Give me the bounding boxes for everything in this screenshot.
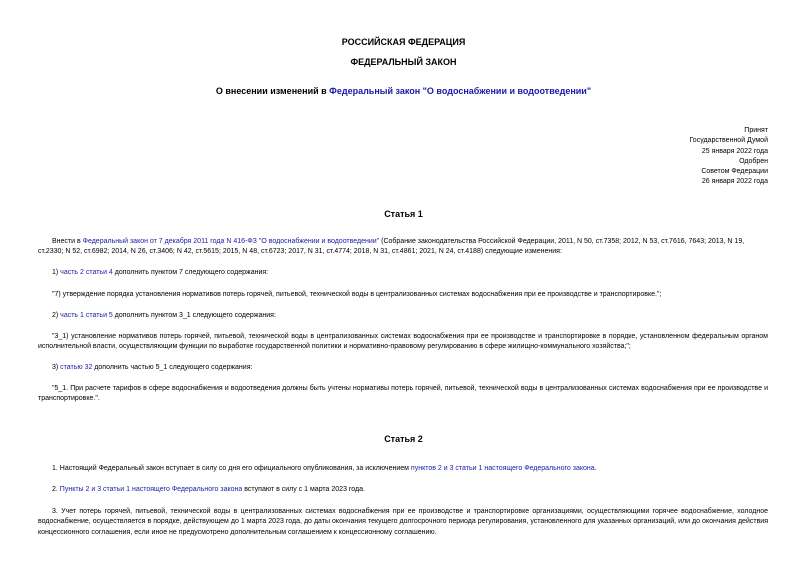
article2-paragraph2 xyxy=(38,485,768,495)
item3-link[interactable]: статью 32 xyxy=(60,364,93,371)
item2-link[interactable]: часть 1 статьи 5 xyxy=(60,312,113,319)
item-text: дополнить пунктом 7 следующего содержания: xyxy=(112,269,269,276)
article1-heading: Статья 1 xyxy=(384,209,423,219)
p2-link[interactable]: Пункты 2 и 3 статьи 1 настоящего Федерального закона xyxy=(59,486,243,493)
acceptance-block xyxy=(689,126,768,188)
law-reference-link[interactable]: Федеральный закон от 7 декабря 2011 года N 416-ФЗ "О водоснабжении и водоотведении" xyxy=(82,238,380,245)
item-text: дополнить частью 5_1 следующего содержания: xyxy=(92,364,253,371)
country-heading: РОССИЙСКАЯ ФЕДЕРАЦИЯ xyxy=(341,37,466,47)
paragraph-number: 2. xyxy=(52,486,60,493)
article1-item3 xyxy=(38,363,768,373)
article1-item2-quote: "3_1) установление нормативов потерь горячей, питьевой, технической воды в централизованных системах водоснабжения при ее производстве и транспортировке в порядке, установленном федеральным органом исполнительной власти, осуществляющим функции по выработке государственной политики и нормативно-правовому регулированию в сфере жилищно-коммунального хозяйства;"; xyxy=(38,333,768,351)
acceptance-line: 26 января 2022 года xyxy=(701,178,768,186)
item-number: 2) xyxy=(52,312,61,319)
item-number: 3) xyxy=(52,364,61,371)
article1-item3-quote: "5_1. При расчете тарифов в сфере водоснабжения и водоотведения должны быть учтены нормативы потерь горячей, питьевой, технической воды в централизованных системах водоснабжения при ее производстве и транспортировке.". xyxy=(38,385,768,403)
law-type-heading: ФЕДЕРАЛЬНЫЙ ЗАКОН xyxy=(350,57,457,67)
article2-heading: Статья 2 xyxy=(384,434,423,444)
article2-paragraph3: 3. Учет потерь горячей, питьевой, технической воды в централизованных системах водоснабжения при ее производстве и транспортировке организациями, осуществляющими горячее водоснабжение, холодное водоснабжение, осуществляется в порядке, действующем до 1 марта 2023 года, до даты окончания текущего долгосрочного периода регулирования, установленного для указанных организаций, или до окончания действия концессионного соглашения, если иное не предусмотрено дополнительным соглашением к концессионному соглашению. xyxy=(38,508,768,536)
acceptance-line: Принят xyxy=(744,127,768,134)
article1-item1 xyxy=(38,268,768,278)
paragraph-text: . xyxy=(594,465,597,472)
acceptance-line: Советом Федерации xyxy=(701,168,768,176)
p1-link[interactable]: пунктов 2 и 3 статьи 1 настоящего Федерального закона xyxy=(410,465,595,472)
article1-item1-quote: "7) утверждение порядка установления нормативов потерь горячей, питьевой, технической воды в централизованных системах водоснабжения при ее производстве и транспортировке."; xyxy=(52,291,662,298)
article1-item2 xyxy=(38,311,768,321)
intro-text: (Собрание законодательства Российской Федерации, 2011, N 50, ст.7358; 2012, N 53, ст.7616, 7643; 2013, N 19, ст.2330; N 52, ст.6982; 2014, N 26, ст.3406; N 42, ст.5615; 2015, N 48, ст.6723; 2017, N 31, ст.4774; 2018, N 31, ст.4861; 2021, N 24, ст.4188) следующие изменения: xyxy=(38,238,745,256)
item1-link[interactable]: часть 2 статьи 4 xyxy=(60,269,113,276)
acceptance-line: 25 января 2022 года xyxy=(701,147,768,155)
law-title xyxy=(0,86,807,96)
acceptance-line: Одобрен xyxy=(739,157,768,165)
law-title-text: О внесении изменений в xyxy=(215,86,330,96)
item-text: дополнить пунктом 3_1 следующего содержания: xyxy=(112,312,276,319)
paragraph-text: вступают в силу с 1 марта 2023 года. xyxy=(242,486,365,493)
paragraph-text: 1. Настоящий Федеральный закон вступает в силу со дня его официального опубликования, за исключением xyxy=(52,465,411,472)
article2-paragraph1 xyxy=(38,464,768,474)
item-number: 1) xyxy=(52,269,61,276)
acceptance-line: Государственной Думой xyxy=(689,137,768,145)
intro-text: Внести в xyxy=(52,238,83,245)
law-title-link[interactable]: Федеральный закон "О водоснабжении и водоотведении" xyxy=(329,86,592,96)
article1-intro xyxy=(38,237,768,258)
